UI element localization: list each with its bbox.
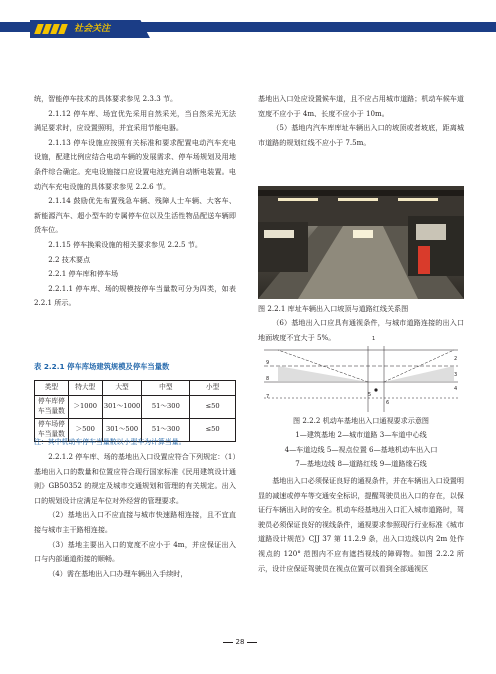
diagram-label: 9 (266, 360, 270, 366)
figure-caption: 图 2.2.2 机动车基地出入口通视要求示意图 (292, 416, 430, 425)
right-column-bottom (258, 474, 464, 576)
header-stripes-icon (36, 24, 68, 34)
paragraph: （6）基地出入口应具有通视条件，与城市道路连接的出入口地面坡度不宜大于 5%。 (258, 318, 464, 342)
table-cell: ＞500 (68, 419, 102, 442)
garage-entrance-photo (258, 186, 464, 299)
figure-caption: 图 2.2.1 库址车辆出入口坡顶与道路红线关系图 (258, 304, 409, 313)
left-column-bottom (34, 450, 236, 581)
paragraph: 2.2.1.2 停车库、场的基地出入口设置应符合下列规定：（1）基地出入口的数量和位置应符合现行国家标准《民用建筑设计通则》GB50352 的规定及城市交通规划和管理的有关规定。出入口的规划设计应满足车位对外经营的管理要求。 (34, 452, 236, 505)
page-number: 28 (215, 638, 265, 646)
paragraph-mid (258, 316, 464, 345)
paragraph: （2）基地出入口不应直接与城市快速路相连接，且不宜直接与城市主干路相连接。 (34, 510, 236, 534)
section-heading: 2.2 技术要点 (48, 254, 91, 264)
paragraph: 2.1.12 停车库、场宜优先采用自然采光，当自然采光无法满足要求时，应设置照明，并宜采用节能电器。 (34, 108, 236, 133)
legend-line: 1—建筑基地 2—城市道路 3—车道中心线 (295, 430, 427, 439)
table-header-cell: 中型 (142, 381, 190, 396)
sightline-diagram-drawing (258, 346, 464, 412)
diagram-label: 7 (266, 394, 270, 400)
table-header-cell: 小型 (190, 381, 236, 396)
garage-photo-drawing (258, 186, 464, 299)
table-header-cell: 特大型 (68, 381, 102, 396)
table-cell: 301～500 (102, 419, 142, 442)
diagram-label: 1 (372, 336, 376, 342)
subsection-heading: 2.2.1 停车库和停车场 (48, 269, 119, 279)
paragraph: 2.1.13 停车设施应按照有关标准和要求配置电动汽车充电设施，配建比例应结合电动车辆的发展需求、停车场规划及用地条件综合确定。充电设施接口应设置电池充满自动断电装置。电动汽车充电设施的具体要求参见 2.2.6 节。 (34, 137, 236, 191)
section-title: 社会关注 (74, 24, 111, 34)
diagram-label: 8 (266, 376, 270, 382)
table-note: 注：其中机动车停车当量数以小型车为计算当量。 (34, 438, 186, 446)
left-column-top (34, 92, 236, 311)
figure-legend (258, 428, 464, 472)
table-header-row (35, 381, 236, 396)
table-cell: ＞1000 (68, 396, 102, 419)
scale-table (34, 380, 236, 442)
table-cell: 停车场停车当量数 (35, 419, 69, 442)
legend-line: 4—车道边线 5—视点位置 6—基地机动车出入口 (284, 444, 438, 454)
diagram-label: 6 (386, 400, 390, 406)
table-cell: 51～300 (142, 396, 190, 419)
table-header-cell: 类型 (35, 381, 69, 396)
paragraph: 基地出入口必须保证良好的通视条件，并在车辆出入口设置明显的减速或停车等交通安全标识，提醒驾驶员出入口的存在，以保证行车辆出入时的安全。机动车经基地出入口汇入城市道路时，驾驶员必须保证良好的视线条件，通视要求参照现行行业标准《城市道路设计规范》CJJ 37 第 11.2.9 条，出入口边线以内 2m 处作视点的 120° 范围内不应有遮挡视线的障碍物。如图 2.2.2 所示，设计应保证驾驶员在视点位置可以看到全部通视区 (258, 476, 464, 573)
table-cell: ≤50 (190, 396, 236, 419)
table-cell: ≤50 (190, 419, 236, 442)
table-row (35, 396, 236, 419)
paragraph: 2.1.15 停车换乘设施的相关要求参见 2.2.5 节。 (48, 239, 202, 249)
paragraph: （5）基地内汽车库库址车辆出入口的坡顶或者坡底，距离城市道路的规划红线不应小于 7.5m。 (258, 123, 464, 147)
table-title: 表 2.2.1 停车库场建筑规模及停车当量数 (34, 362, 170, 371)
table-header-cell: 大型 (102, 381, 142, 396)
table-cell: 停车库停车当量数 (35, 396, 69, 419)
paragraph: 2.1.14 鼓励优先布置残急车辆、残障人士车辆、大客车、新能源汽车、超小型车的专属停车位以及生活性物品配送车辆即货车位。 (34, 196, 236, 235)
paragraph: （3）基地主要出入口的宽度不应小于 4m，并应保证出入口与内部通道衔接的顺畅。 (34, 539, 236, 564)
diagram-label: 5 (368, 392, 372, 398)
right-column-top (258, 92, 464, 150)
paragraph: 基地出入口处应设置候车道，且不应占用城市道路；机动车候车道宽度不应小于 4m、长度不应小于 10m。 (258, 94, 464, 118)
table-cell: 51～300 (142, 419, 190, 442)
page-header (0, 0, 496, 40)
table-cell: 301～1000 (102, 396, 142, 419)
paragraph: 2.2.1.1 停车库、场的规模按停车当量数可分为四类，如表 2.2.1 所示。 (34, 283, 236, 308)
legend-line: 7—基地边线 8—道路红线 9—道路缘石线 (295, 459, 427, 469)
paragraph: （4）需在基地出入口办理车辆出入手续时， (48, 568, 188, 578)
diagram-label: 4 (454, 386, 458, 392)
paragraph: 统，智能停车技术的具体要求参见 2.3.3 节。 (34, 94, 178, 103)
diagram-label: 3 (454, 372, 458, 378)
diagram-label: 2 (454, 356, 458, 362)
